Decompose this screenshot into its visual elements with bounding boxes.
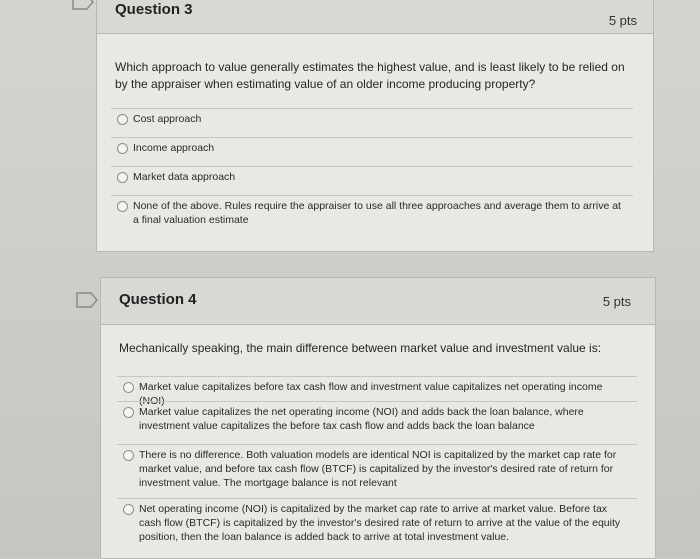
question-3-answer-4[interactable] [111, 195, 633, 236]
question-4-title: Question 4 [119, 291, 197, 308]
question-3-points: 5 pts [608, 13, 637, 28]
radio-button[interactable] [123, 504, 134, 515]
question-4-header [101, 278, 655, 325]
radio-button[interactable] [117, 201, 128, 212]
question-3-answer-3[interactable] [111, 166, 633, 195]
question-4-answer-1[interactable] [117, 376, 637, 407]
question-3-answer-1[interactable] [111, 108, 633, 137]
radio-button[interactable] [117, 143, 128, 154]
radio-button[interactable] [117, 172, 128, 183]
answer-label: Market data approach [133, 171, 236, 183]
question-4-answer-4[interactable] [117, 498, 637, 553]
question-3-text: Which approach to value generally estimates the highest value, and is least likely to be relied on by the appraiser when estimating value of an older income producing property? [115, 60, 625, 91]
question-4-flag-icon[interactable] [76, 292, 98, 308]
question-4-points: 5 pts [602, 294, 631, 309]
radio-button[interactable] [123, 407, 134, 418]
answer-label: Net operating income (NOI) is capitalized by the market cap rate to arrive at market value. Before tax cash flow (BTCF) is capitalized by the investor's desired rate of return to arrive at the value of the equity position, then the loan balance is added back to arrive at total investment value. [139, 503, 621, 543]
question-4-card [100, 277, 656, 559]
radio-button[interactable] [123, 382, 134, 393]
question-4-answer-2[interactable] [117, 401, 637, 442]
question-3-title: Question 3 [115, 1, 193, 18]
question-4-answer-3[interactable] [117, 444, 637, 497]
answer-label: Cost approach [133, 113, 202, 125]
radio-button[interactable] [117, 114, 128, 125]
question-3-flag-icon[interactable] [72, 0, 94, 10]
question-3-card [96, 0, 654, 252]
question-4-text: Mechanically speaking, the main difference between market value and investment value is: [119, 341, 602, 355]
answer-label: Market value capitalizes the net operating income (NOI) and adds back the loan balance, where investment value capitalizes the before tax cash flow and adds back the loan balance [139, 406, 584, 432]
radio-button[interactable] [123, 450, 134, 461]
answer-label: Market value capitalizes before tax cash flow and investment value capitalizes net operating income (NOI) [139, 381, 603, 407]
answer-label: There is no difference. Both valuation models are identical NOI is capitalized by the market cap rate for market value, and before tax cash flow (BTCF) is capitalized by the investor's desired rate of return for investment value. The mortgage balance is not relevant [139, 449, 617, 489]
answer-label: Income approach [133, 142, 215, 154]
question-3-answer-2[interactable] [111, 137, 633, 166]
question-3-header [97, 0, 653, 34]
answer-label: None of the above. Rules require the appraiser to use all three approaches and average them to arrive at a final valuation estimate [133, 200, 621, 226]
